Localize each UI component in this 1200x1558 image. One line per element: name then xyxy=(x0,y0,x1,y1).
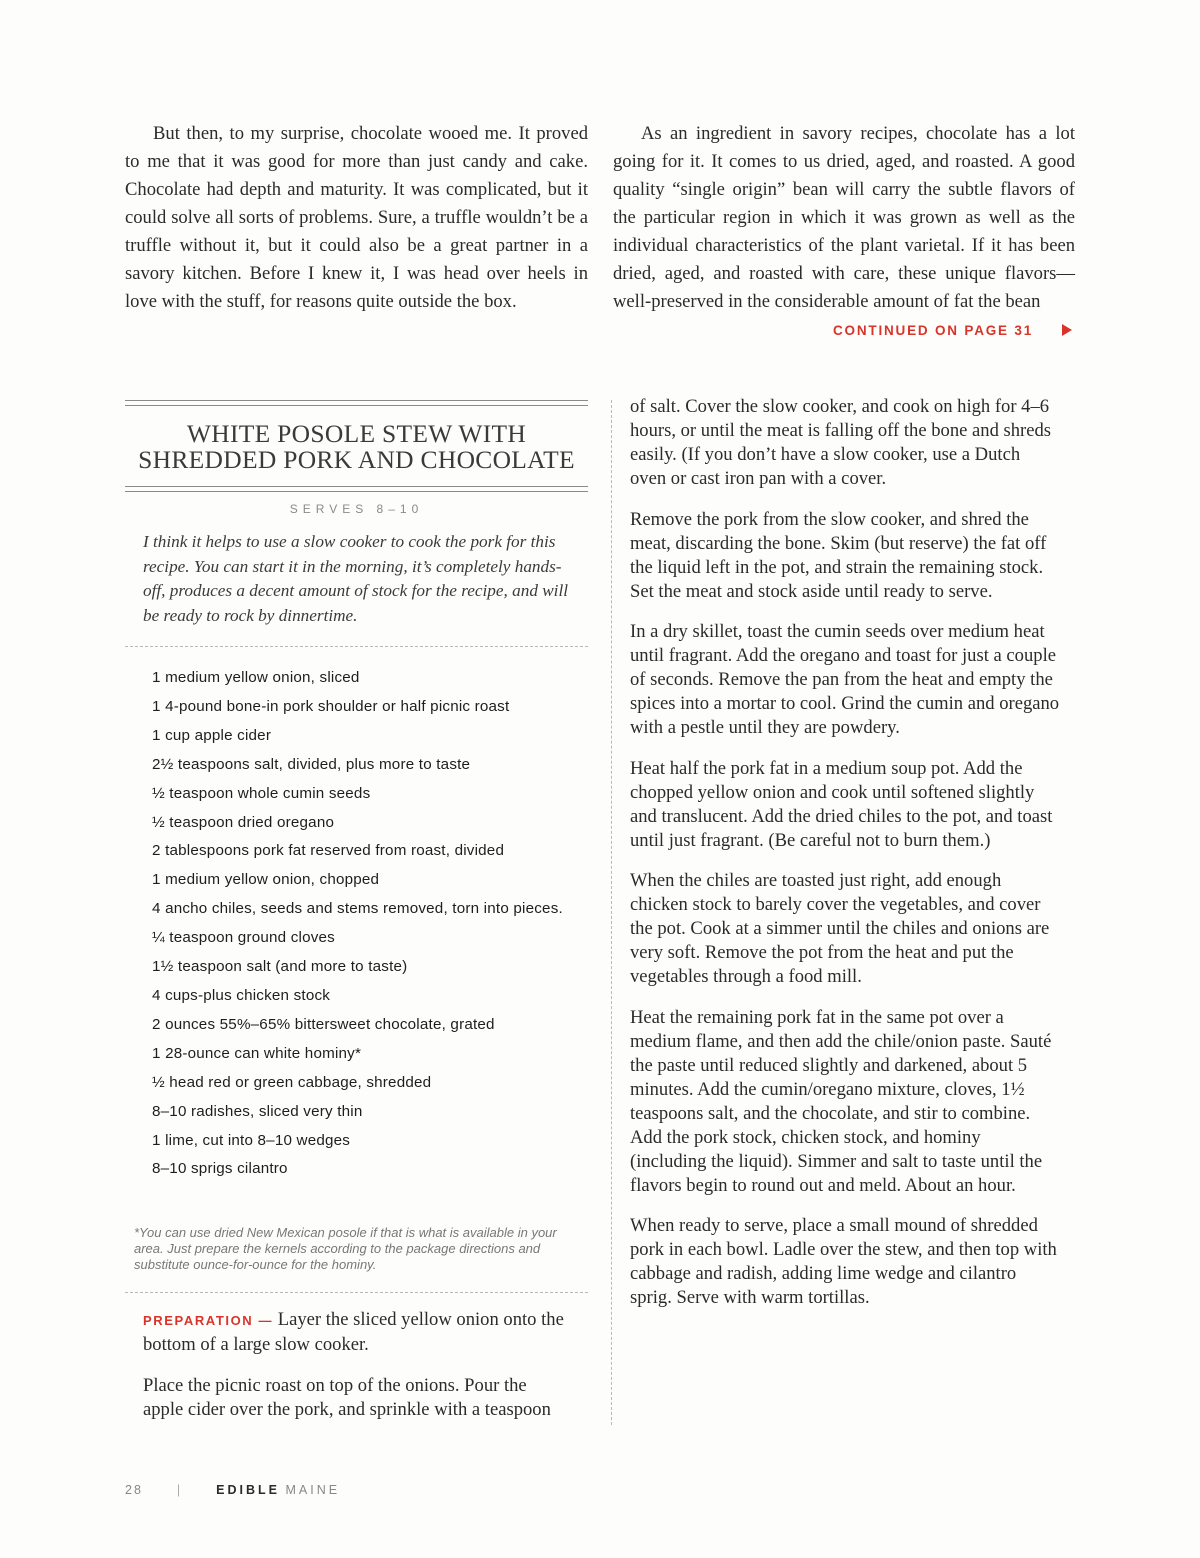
ingredient-list xyxy=(152,664,592,1184)
intro-right-column xyxy=(613,120,1075,316)
ingredient-item: 1 medium yellow onion, sliced xyxy=(152,669,360,686)
recipe-title-line-1: WHITE POSOLE STEW WITH xyxy=(186,419,527,448)
intro-right-paragraph: As an ingredient in savory recipes, chocolate has a lot going for it. It comes to us dried, aged, and roasted. A good quality “single origin” bean will carry the subtle flavors of the particular region in which it was grown as well as the individual characteristics of the plant varietal. If it has been dried, aged, and roasted with care, these unique flavors—well-preserved in the considerable amount of fat the bean xyxy=(613,123,1075,312)
ingredients-divider xyxy=(125,1292,588,1293)
serves-label: SERVES 8–10 xyxy=(289,502,424,516)
footer-separator: | xyxy=(176,1483,183,1497)
intro-left-paragraph: But then, to my surprise, chocolate wooed me. It proved to me that it was good for more than just candy and cake. Chocolate had depth and maturity. It was complicated, but it could solve all sorts of problems. Sure, a truffle wouldn’t be a truffle without it, but it could also be a great partner in a savory kitchen. Before I knew it, I was head over heels in love with the stuff, for reasons quite outside the box. xyxy=(125,123,588,312)
ingredient-item: 1½ teaspoon salt (and more to taste) xyxy=(152,958,408,976)
ingredient-item: 2 ounces 55%–65% bittersweet chocolate, grated xyxy=(152,1015,495,1033)
ingredient-item: 8–10 sprigs cilantro xyxy=(152,1160,288,1178)
ingredient-item: 2½ teaspoons salt, divided, plus more to taste xyxy=(152,755,471,773)
continued-link[interactable]: CONTINUED ON PAGE 31 xyxy=(833,323,1034,338)
preparation-step-2: Place the picnic roast on top of the onions. Pour the apple cider over the pork, and sprinkle with a teaspoon xyxy=(143,1375,551,1420)
ingredient-item: 1 medium yellow onion, chopped xyxy=(152,871,380,889)
method-paragraph: When the chiles are toasted just right, add enough chicken stock to barely cover the vegetables, and cover the pot. Cook at a simmer until the chiles and onions are very soft. Remove the pot from the heat and put the vegetables through a food mill. xyxy=(630,870,1050,987)
page-number: 28 xyxy=(125,1483,143,1497)
method-paragraph: When ready to serve, place a small mound of shredded pork in each bowl. Ladle over the stew, and then top with cabbage and radish, adding lime wedge and cilantro sprig. Serve with warm tortillas. xyxy=(630,1215,1057,1308)
intro-left-column xyxy=(125,120,588,316)
title-bottom-rule xyxy=(125,486,588,492)
column-divider xyxy=(611,400,612,1425)
method-paragraph: Heat the remaining pork fat in the same pot over a medium flame, and then add the chile/onion paste. Sauté the paste until reduced slightly and darkened, about 5 minutes. Add the cumin/oregano mixture, cloves, 1½ teaspoons salt, and the chocolate, and stir to combine. Add the pork stock, chicken stock, and hominy (including the liquid). Simmer and salt to taste until the flavors begin to round out and meld. About an hour. xyxy=(630,1006,1052,1196)
hominy-footnote: *You can use dried New Mexican posole if that is what is available in your area. Just prepare the kernels according to the package directions and substitute ounce-for-ounce for the hominy. xyxy=(134,1225,557,1272)
ingredient-item: 1 28-ounce can white hominy* xyxy=(152,1044,362,1062)
preparation-label: PREPARATION — xyxy=(143,1313,274,1328)
ingredient-item: 2 tablespoons pork fat reserved from roast, divided xyxy=(152,842,505,860)
ingredient-item: 4 cups-plus chicken stock xyxy=(152,986,331,1004)
recipe-title-line-2: SHREDDED PORK AND CHOCOLATE xyxy=(138,445,575,474)
preparation-section xyxy=(143,1308,568,1439)
preparation-step-1-text: Layer the sliced yellow onion onto the bottom of a large slow cooker. xyxy=(143,1309,564,1355)
play-triangle-icon[interactable] xyxy=(1062,324,1072,336)
ingredient-item: 1 lime, cut into 8–10 wedges xyxy=(152,1131,351,1149)
ingredient-item: 1 cup apple cider xyxy=(152,726,272,744)
ingredient-item: 4 ancho chiles, seeds and stems removed, torn into pieces. xyxy=(152,900,563,918)
method-paragraph: Remove the pork from the slow cooker, and shred the meat, discarding the bone. Skim (but reserve) the fat off the liquid left in the pot, and strain the remaining stock. Set the meat and stock aside until ready to serve. xyxy=(630,508,1047,602)
magazine-region: MAINE xyxy=(285,1483,341,1497)
ingredient-item: ¼ teaspoon ground cloves xyxy=(152,929,335,947)
ingredient-item: ½ teaspoon dried oregano xyxy=(152,813,335,831)
title-top-rule xyxy=(125,400,588,406)
method-paragraph: In a dry skillet, toast the cumin seeds over medium heat until fragrant. Add the oregano and toast for just a couple of seconds. Remove the pan from the heat and empty the spices into a mortar to cool. Grind the cumin and oregano with a pestle until they are powdery. xyxy=(630,621,1060,738)
method-paragraph: Heat half the pork fat in a medium soup pot. Add the chopped yellow onion and cook until softened slightly and translucent. Add the dried chiles to the pot, and toast until just fragrant. (Be careful not to burn them.) xyxy=(630,757,1053,851)
ingredient-item: ½ head red or green cabbage, shredded xyxy=(152,1073,432,1091)
page-footer xyxy=(125,1483,340,1497)
ingredient-item: 1 4-pound bone-in pork shoulder or half picnic roast xyxy=(152,697,510,715)
recipe-title xyxy=(118,421,595,473)
method-paragraph: of salt. Cover the slow cooker, and cook on high for 4–6 hours, or until the meat is falling off the bone and shreds easily. (If you don’t have a slow cooker, use a Dutch oven or cast iron pan with a cover. xyxy=(630,396,1052,489)
magazine-brand: EDIBLE xyxy=(216,1483,280,1497)
ingredient-item: ½ teaspoon whole cumin seeds xyxy=(152,784,371,802)
preparation-step-1 xyxy=(143,1308,568,1357)
ingredient-item: 8–10 radishes, sliced very thin xyxy=(152,1102,363,1120)
method-column xyxy=(630,395,1060,1327)
headnote-divider xyxy=(125,646,588,647)
recipe-headnote: I think it helps to use a slow cooker to cook the pork for this recipe. You can start it in the morning, it’s completely hands-off, produces a decent amount of stock for the recipe, and will be ready to rock by dinnertime. xyxy=(143,532,568,625)
